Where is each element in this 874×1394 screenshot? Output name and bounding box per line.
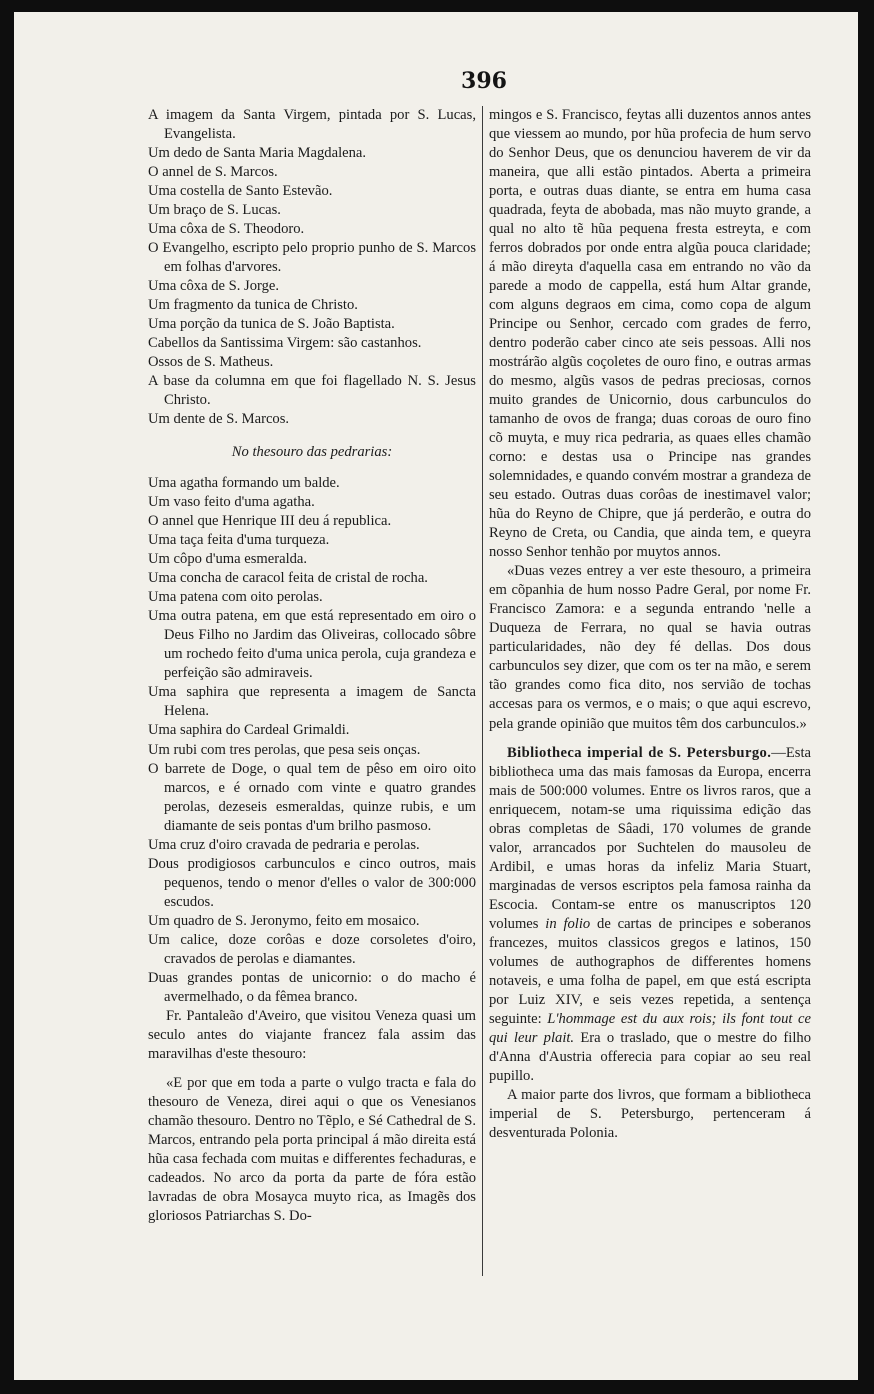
- treasure-list-item: O annel que Henrique III deu á republica.: [148, 513, 392, 530]
- page-number: 396: [461, 68, 507, 94]
- treasure-list-item: Uma concha de caracol feita de cristal de rocha.: [148, 570, 428, 587]
- treasure-list-item: Dous prodigiosos carbunculos e cinco outros, mais pequenos, tendo o menor d'elles o valor de 300:000 escudos.: [148, 855, 476, 910]
- treasure-list-item: Uma patena com oito perolas.: [148, 589, 323, 606]
- treasure-list-item: Um quadro de S. Jeronymo, feito em mosaico.: [148, 912, 420, 929]
- treasure-list-item: Uma taça feita d'uma turqueza.: [148, 532, 330, 549]
- relic-list-item: Um braço de S. Lucas.: [148, 202, 281, 219]
- treasure-list-item: Uma agatha formando um balde.: [148, 475, 340, 492]
- closing-paragraph: A maior parte dos livros, que formam a bibliotheca imperial de S. Petersburgo, pertenceram á desventurada Polonia.: [489, 1086, 811, 1141]
- quote-second-paragraph: «Duas vezes entrey a ver este thesouro, a primeira em cõpanhia de hum nosso Padre Geral, por nome Fr. Francisco Zamora: e a segunda entrando 'nelle a Duqueza de Ferrara, no qual se havia outras particularidades, não dey fé dellas. Dos dous carbunculos sey dizer, que com os ter na mão, e serem tão grandes como fica dito, nos servião de tochas accesas para os vermos, e o mais; o que aqui escrevo, pela grande opinião que muitos têm dos carbunculos.»: [489, 563, 811, 732]
- treasure-list-item: Um côpo d'uma esmeralda.: [148, 551, 308, 568]
- relic-list-item: A base da columna em que foi flagellado N. S. Jesus Christo.: [148, 373, 476, 409]
- left-column: [148, 106, 476, 1226]
- library-heading: Bibliotheca imperial de S. Petersburgo.: [507, 744, 772, 761]
- column-divider: [482, 106, 483, 1276]
- relic-list-item: Uma côxa de S. Theodoro.: [148, 221, 305, 238]
- treasure-list-item: O barrete de Doge, o qual tem de pêso em oiro oito marcos, e é ornado com vinte e quatro grandes perolas, dezeseis esmeraldas, quinze rubis, e um diamante de seis pontas d'um brilho pasmoso.: [148, 760, 476, 834]
- book-page: [14, 12, 858, 1380]
- relic-list-item: Cabellos da Santissima Virgem: são castanhos.: [148, 335, 422, 352]
- paragraph-pantaleao: Fr. Pantaleão d'Aveiro, que visitou Veneza quasi um seculo antes do viajante francez fala assim das maravilhas d'este thesouro:: [148, 1007, 476, 1062]
- treasure-list-item: Duas grandes pontas de unicornio: o do macho é avermelhado, o da fêmea branco.: [148, 969, 476, 1005]
- relic-list-item: Um fragmento da tunica de Christo.: [148, 297, 358, 314]
- quote-paragraph: «E por que em toda a parte o vulgo tracta e fala do thesouro de Veneza, direi aqui o que os Venesianos chamão thesouro. Dentro no Tẽplo, e Sé Cathedral de S. Marcos, entrando pela porta principal á mão direita está hũa casa fechada com muitas e differentes fechaduras, e cadeados. No arco da porta da parte de fóra estão lavradas de obra Mosayca muyto rica, as Imagẽs dos gloriosos Patriarchas S. Do-: [148, 1074, 477, 1224]
- section-subtitle: No thesouro das pedrarias:: [231, 444, 393, 461]
- relic-list-item: Um dente de S. Marcos.: [148, 411, 290, 428]
- treasure-list-item: Um vaso feito d'uma agatha.: [148, 494, 315, 511]
- treasure-list-item: Um calice, doze corôas e doze corsoletes d'oiro, cravados de perolas e diamantes.: [148, 931, 476, 967]
- relic-list-item: Uma costella de Santo Estevão.: [148, 183, 333, 200]
- treasure-list-item: Uma outra patena, em que está representado em oiro o Deus Filho no Jardim das Oliveiras, collocado sôbre um rochedo feito d'uma unica perola, cuja grandeza e perfeição são admiraveis.: [148, 608, 476, 682]
- relic-list-item: Uma côxa de S. Jorge.: [148, 278, 280, 295]
- relic-list-item: Ossos de S. Matheus.: [148, 354, 274, 371]
- treasure-list-item: Um rubi com tres perolas, que pesa seis onças.: [148, 741, 421, 758]
- treasure-list-item: Uma saphira que representa a imagem de Sancta Helena.: [148, 684, 476, 720]
- relic-list-item: O Evangelho, escripto pelo proprio punho de S. Marcos em folhas d'arvores.: [148, 240, 476, 276]
- relic-list-item: Um dedo de Santa Maria Magdalena.: [148, 145, 367, 162]
- treasure-list-item: Uma saphira do Cardeal Grimaldi.: [148, 722, 350, 739]
- relic-list: [148, 106, 476, 429]
- relic-list-item: Uma porção da tunica de S. João Baptista.: [148, 316, 395, 333]
- right-column: [489, 106, 811, 1143]
- quote-continuation: mingos e S. Francisco, feytas alli duzentos annos antes que viessem ao mundo, por hũa profecia de hum servo do Senhor Deus, que os denunciou haverem de vir da maneira, que alli estão pintados. Aberta a primeira porta, e outras duas diante, se entra em huma casa quadrada, feyta de abobada, mas não muyto grande, a qual no alto tẽ hũa pequena fresta estreyta, e com ferros dobrados por onde entra algũa pouca claridade; á mão direyta d'aquella casa em entrando no vão da parede a modo de cappella, está hum Altar grande, com alguns degraos em cima, como copa de algum Principe ou Senhor, cercado com grades de ferro, dentro poderão caber cinco ate seis pessoas. Alli nos mostrárão algũs coçoletes de ouro fino, e outras armas do mesmo, algũs vasos de pedras preciosas, cornos muito grandes de Unicornio, dous carbunculos do tamanho de ovos de franga; duas coroas de ouro fino cõ muyta, e muy rica pedraria, as quaes elles chamão corno: e destas usa o Principe nas grandes solemnidades, e quando convém mostrar a grandeza de seu estado. Outras duas corôas de inestimavel valor; hũa do Reyno de Chipre, que já perderão, e outra do Reyno de Creta, ou Candia, que ainda tem, e queyra nosso Senhor tenhão por muytos annos.: [489, 107, 811, 561]
- treasure-list-item: Uma cruz d'oiro cravada de pedraria e perolas.: [148, 836, 420, 853]
- library-paragraph: Bibliotheca imperial de S. Petersburgo.—Esta bibliotheca uma das mais famosas da Europa, encerra mais de 500:000 volumes. Entre os livros raros, que a enriquecem, notam-se uma riquissima edição das obras completas de Sâadi, 170 volumes de grande valor, arrancados por Suchtelen do mausoleu de Ardibil, e umas horas da infeliz Maria Stuart, marginadas de versos escriptos pela famosa rainha da Escocia. Contam-se entre os manuscriptos 120 volumes in folio de cartas de principes e soberanos francezes, muitos classicos gregos e latinos, 150 volumes de authographos de differentes homens notaveis, e uma folha de papel, em que está escripta por Luiz XIV, e seis vezes repetida, a sentença seguinte: L'hommage est du aux rois; ils font tout ce qui leur plait. Era o traslado, que o mestre do filho d'Anna d'Austria offerecia para copiar ao seu real pupillo.: [489, 744, 811, 1084]
- relic-list-item: O annel de S. Marcos.: [148, 164, 278, 181]
- relic-list-item: A imagem da Santa Virgem, pintada por S. Lucas, Evangelista.: [148, 107, 476, 143]
- treasure-list: [148, 474, 476, 1006]
